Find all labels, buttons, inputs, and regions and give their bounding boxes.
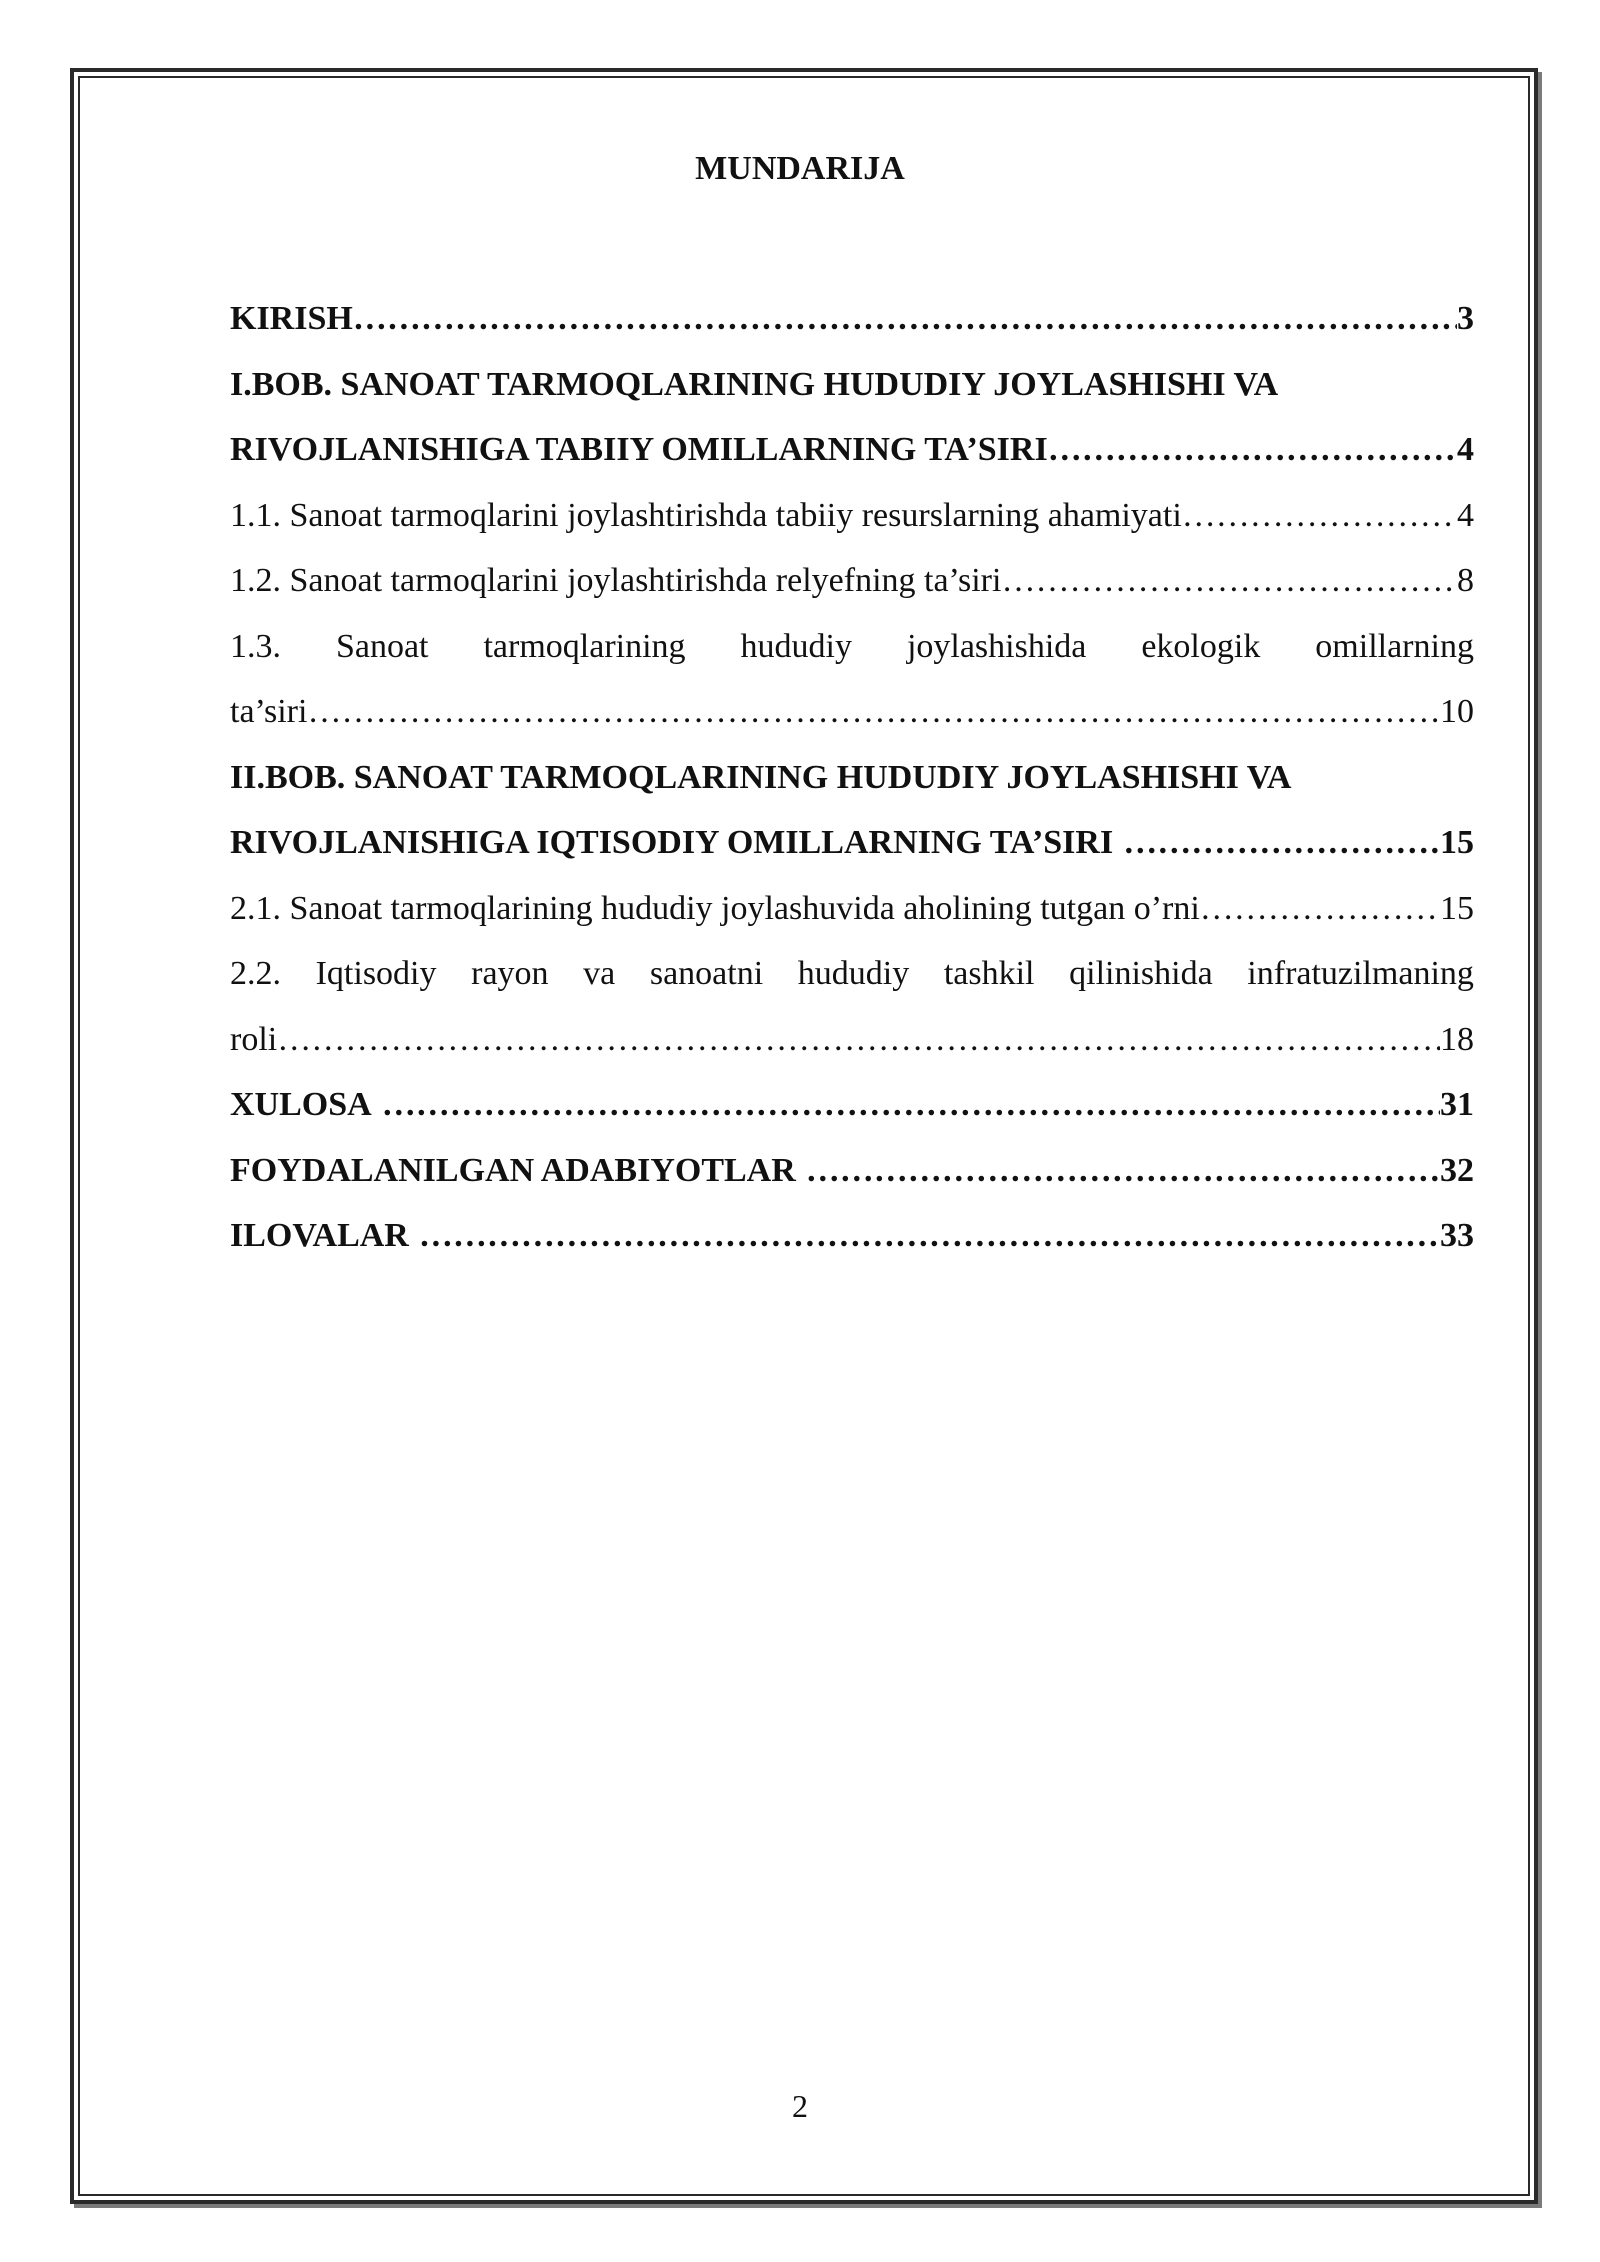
toc-entry-page: 32 [1440,1151,1474,1189]
toc-entry-1-3[interactable] [230,679,1474,745]
toc-word: tarmoqlarining [483,627,686,665]
toc-leader-dots [307,679,1440,745]
toc-entry-page: 15 [1440,824,1474,861]
toc-word: 1.3. [230,627,281,665]
toc-word: qilinishida [1069,955,1213,992]
toc-word: tashkil [943,955,1035,992]
toc-entry-page: 10 [1440,693,1474,730]
toc-leader-dots [1001,548,1457,614]
toc-word: rayon [471,955,549,992]
toc-entry-title: 1.2. Sanoat tarmoqlarini joylashtirishda relyefning ta’siri [230,562,1002,599]
toc-entry-xulosa[interactable] [230,1072,1474,1138]
toc-word: hududiy [797,955,910,992]
toc-entry-title: ta’siri [230,693,308,730]
toc-entry-title: XULOSA [230,1086,372,1123]
toc-leader-dots [382,1072,1440,1138]
toc-entry-1-3-line1[interactable] [230,614,1474,680]
toc-entry-title: RIVOJLANISHIGA TABIIY OMILLARNING TA’SIRI [230,431,1048,468]
toc-entry-title: RIVOJLANISHIGA IQTISODIY OMILLARNING TA’SIRI [230,824,1114,861]
toc-entry-page: 4 [1457,431,1474,468]
toc-entry-2-1[interactable] [230,876,1474,942]
toc-entry-page: 18 [1440,1020,1474,1058]
toc-leader-dots [277,1007,1440,1073]
toc-leader-dots [353,286,1457,352]
toc-word: sanoatni [649,955,764,992]
toc-word: infratuzilmaning [1247,955,1474,992]
toc-entry-page: 8 [1457,562,1474,599]
toc-leader-dots [1048,417,1457,483]
toc-entry-title: KIRISH [230,300,353,337]
toc-leader-dots [806,1138,1440,1204]
toc-entry-2-2-line1[interactable] [230,941,1474,1007]
toc-entry-adabiyotlar[interactable] [230,1138,1474,1204]
toc-entry-title: 1.1. Sanoat tarmoqlarini joylashtirishda tabiiy resurslarning ahamiyati [230,496,1182,534]
toc-word: joylashishida [906,627,1087,665]
toc-word: Sanoat [335,627,429,665]
toc-entry-bob2-line1[interactable]: II.BOB. SANOAT TARMOQLARINING HUDUDIY JOYLASHISHI VA [230,758,1292,796]
toc-entry-title: FOYDALANILGAN ADABIYOTLAR [230,1151,796,1189]
toc-entry-page: 15 [1440,889,1474,927]
toc-leader-dots [1200,876,1440,942]
toc-entry-ilovalar[interactable] [230,1203,1474,1269]
table-of-contents [230,286,1474,1269]
toc-word: Iqtisodiy [315,955,437,992]
toc-entry-page: 3 [1457,300,1474,337]
toc-entry-2-2[interactable] [230,1007,1474,1073]
toc-leader-dots [419,1203,1440,1269]
toc-word: hududiy [740,627,852,665]
page-title: MUNDARIJA [695,150,905,187]
toc-entry-1-1[interactable] [230,483,1474,549]
toc-word: ekologik [1141,627,1261,665]
toc-entry-page: 33 [1440,1217,1474,1254]
toc-leader-dots [1123,810,1440,876]
toc-entry-kirish[interactable] [230,286,1474,352]
toc-entry-bob1[interactable] [230,417,1474,483]
toc-word: omillarning [1315,627,1474,665]
page-number: 2 [792,2088,808,2124]
toc-entry-title: 2.1. Sanoat tarmoqlarining hududiy joylashuvida aholining tutgan o’rni [230,889,1200,927]
toc-leader-dots [1182,483,1457,549]
toc-word: 2.2. [230,955,281,992]
toc-entry-bob1-line1[interactable]: I.BOB. SANOAT TARMOQLARINING HUDUDIY JOYLASHISHI VA [230,365,1279,403]
toc-entry-title: roli [230,1020,278,1058]
toc-entry-title: ILOVALAR [230,1217,409,1254]
toc-entry-bob2[interactable] [230,810,1474,876]
toc-entry-page: 31 [1440,1086,1474,1123]
toc-entry-page: 4 [1457,496,1474,534]
toc-entry-1-2[interactable] [230,548,1474,614]
toc-word: va [583,955,616,992]
